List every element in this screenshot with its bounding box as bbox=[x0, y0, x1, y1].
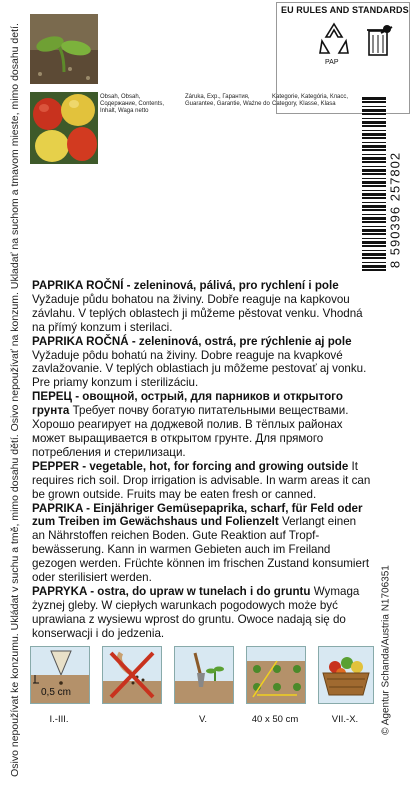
section-de: PAPRIKA - Einjähriger Gemüsepaprika, scharf, für Feld oder zum Treiben im Gewächshaus und Folienzelt Verlangt einen an Nährstoffen reichen Boden. Gute Reaktion auf Tropf-bewässerung. Kann in warmen Gebieten auch im Freiland gezogen werden. Früchte können im frischen Zustand konsumiert oder sterilisiert werden. bbox=[32, 501, 370, 585]
bin-icon bbox=[359, 21, 399, 59]
harvest-basket-icon bbox=[318, 646, 374, 704]
category-label: Kategorie, Kategória, Класс, Category, Klasse, Klasa bbox=[272, 94, 349, 107]
recycle-icon bbox=[317, 21, 351, 57]
spacing-icon bbox=[246, 646, 306, 704]
section-pl: PAPRYKA - ostra, do upraw w tunelach i do gruntu Wymaga żyznej gleby. W ciepłych warunkach pogodowych może być uprawiana z wysiewu wprost do gruntu. Owoce nadają się do konserwacji i do jedzenia. bbox=[32, 584, 360, 640]
seedling-photo bbox=[30, 14, 98, 84]
icon-label-harvest: VII.-X. bbox=[331, 714, 359, 725]
guarantee-label: Záruka, Exp., Гарантия, Guarantee, Garantie, Ważne do bbox=[185, 94, 270, 107]
sowing-depth-label: 0,5 cm bbox=[41, 687, 72, 698]
description-text bbox=[32, 279, 372, 641]
section-sk: PAPRIKA ROČNÁ - zeleninová, ostrá, pre rýchlenie aj pole Vyžaduje pôdu bohatú na živiny. Dobre reaguje na kvapkové zavlažovanie. V teplých oblastiach ju môžeme pestovať aj vonku. Pre priamy konzum i sterilizáciu. bbox=[32, 334, 367, 390]
icon-label-sowing: I.-III. bbox=[49, 714, 69, 725]
no-direct-sowing-icon bbox=[102, 646, 162, 704]
pepper-photo bbox=[30, 92, 98, 164]
pap-label: PAP bbox=[325, 59, 339, 66]
icon-label-spacing: 40 x 50 cm bbox=[251, 714, 299, 725]
side-warning-text bbox=[4, 20, 26, 780]
growing-icons bbox=[30, 646, 375, 732]
eu-rules-title: EU RULES AND STANDARDS bbox=[281, 5, 409, 15]
side-warning-label: Osivo nepoužívat ke konzumu. Ukládat v suchu a tmě, mimo dosahu dětí. Osivo nepoužívať na konzum. Ukladať na suchom a tmavom mieste, mimo dosahu detí. bbox=[9, 23, 21, 777]
transplant-icon bbox=[174, 646, 234, 704]
sowing-depth-icon bbox=[30, 646, 90, 704]
section-cz: PAPRIKA ROČNÍ - zeleninová, pálivá, pro rychlení i pole Vyžaduje půdu bohatou na živiny. Dobře reaguje na kapkovou závlahu. V teplých oblastech ji můžeme pěstovat venku. Vhodná na přímý konzum i sterilaci. bbox=[32, 279, 363, 334]
icon-label-transplant: V. bbox=[198, 714, 208, 725]
barcode-number: 8 590396 257802 bbox=[387, 151, 403, 269]
contents-label: Obsah, Obsah, Содержание, Contents, Inhalt, Waga netto bbox=[100, 94, 165, 114]
section-en: PEPPER - vegetable, hot, for forcing and growing outside It requires rich soil. Drop irrigation is advisable. In warm areas it can be grown outside. Fruits may be eaten fresh or canned. bbox=[32, 459, 371, 501]
section-ru: ПЕРЕЦ - овощной, острый, для парников и открытого грунта Требует почву богатую питательными веществами. Хорошо реагирует на доджевой полив. В тёплых районах может выращивается в открытом грунте. Для прямого потребления и стерилизаци. bbox=[32, 390, 349, 459]
copyright-text: © Agentur Schanda/Austria N1706351 bbox=[380, 565, 392, 735]
